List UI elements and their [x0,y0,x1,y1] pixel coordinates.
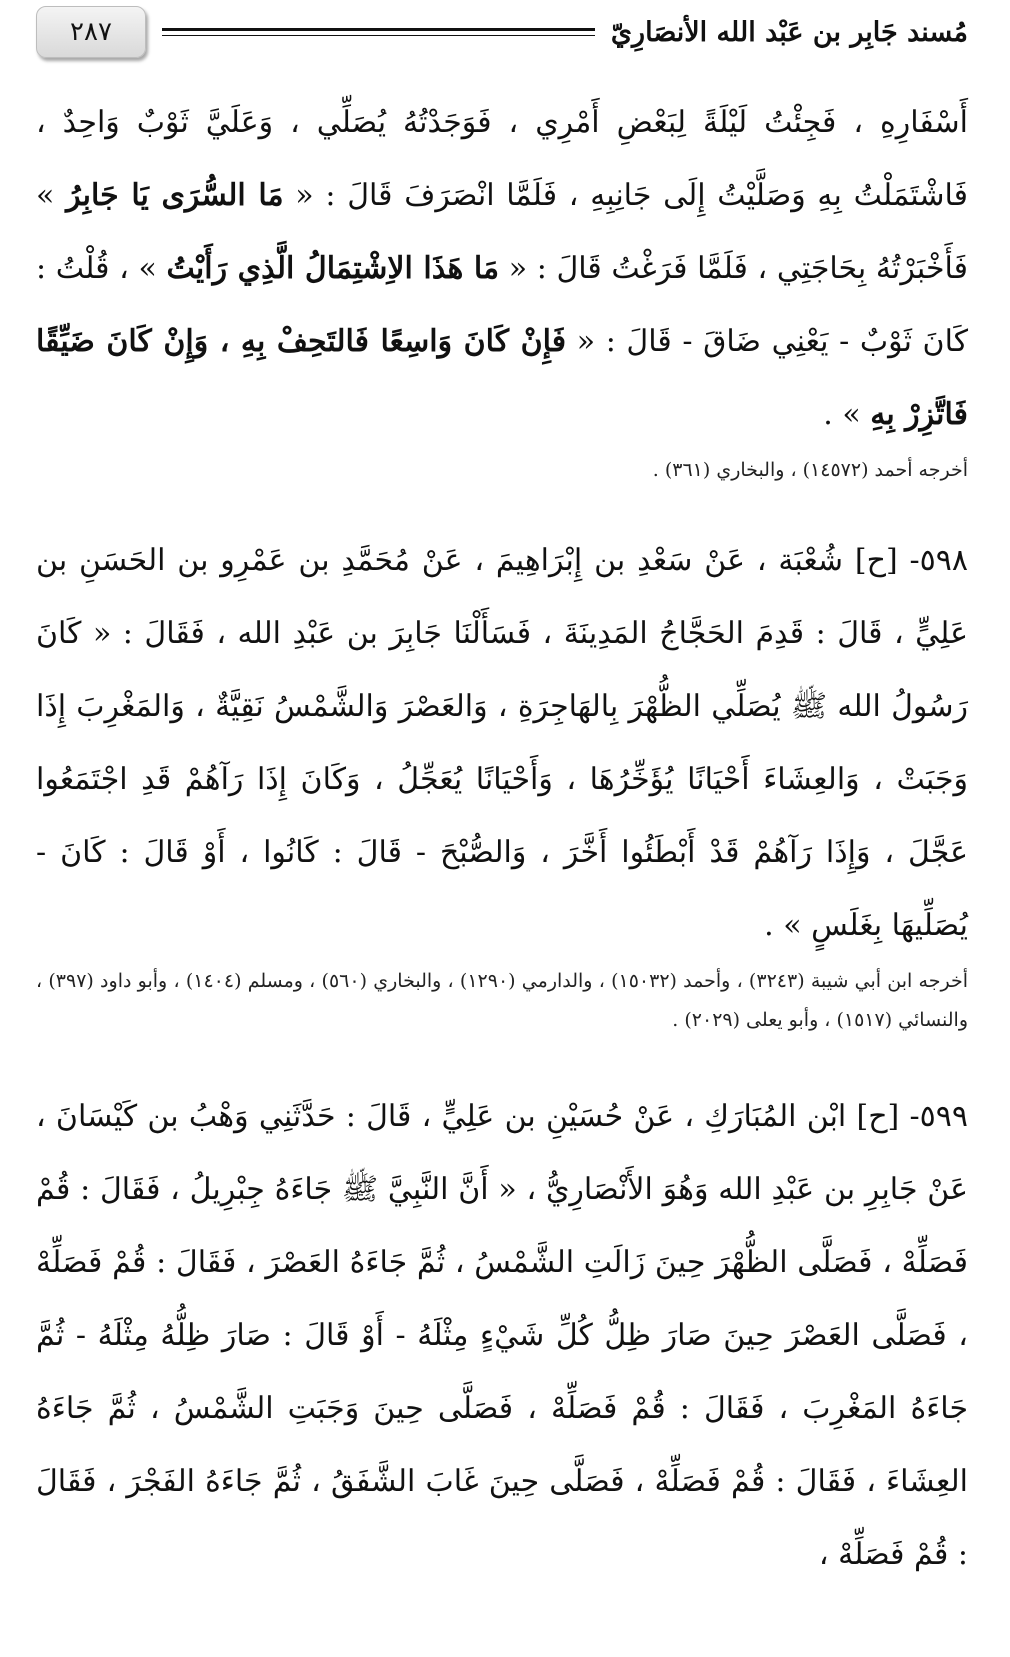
header-rule-thick [162,28,595,31]
page-body [36,86,968,1591]
page-header [36,4,968,60]
passage-text-3: » ، قُلْتُ : كَانَ ثَوْبٌ - يَعْنِي ضَاقَ - قَالَ : « [36,251,968,359]
spacer [36,1040,968,1080]
passage-text-4: » . [823,397,871,432]
hadith-number-598: ٥٩٨- [897,543,968,578]
header-rule-thin [162,35,595,36]
hadith-598-text: [ح] شُعْبَة ، عَنْ سَعْدِ بن إِبْرَاهِيمَ ، عَنْ مُحَمَّدِ بن عَمْرِو بن الحَسَنِ بن عَلِيٍّ ، قَالَ : قَدِمَ الحَجَّاجُ المَدِينَةَ ، فَسَأَلْنَا جَابِرَ بن عَبْدِ الله ، فَقَالَ : « كَانَ رَسُولُ الله ﷺ يُصَلِّي الظُّهْرَ بِالهَاجِرَةِ ، وَالعَصْرَ وَالشَّمْسُ نَقِيَّةٌ ، وَالمَغْرِبَ إِذَا وَجَبَتْ ، وَالعِشَاءَ أَحْيَانًا يُؤَخِّرُهَا ، وَأَحْيَانًا يُعَجِّلُ ، وَكَانَ إِذَا رَآهُمْ قَدِ اجْتَمَعُوا عَجَّلَ ، وَإِذَا رَآهُمْ قَدْ أَبْطَئُوا أَخَّرَ ، وَالصُّبْحَ - قَالَ : كَانُوا ، أَوْ قَالَ : كَانَ - يُصَلِّيهَا بِغَلَسٍ » . [36,543,968,943]
passage-continuation [36,86,968,451]
takhrij-note-1: أخرجه أحمد (١٤٥٧٢) ، والبخاري (٣٦١) . [652,459,968,481]
header-rule [162,28,595,36]
hadith-599 [36,1080,968,1591]
takhrij-note-598: أخرجه ابن أبي شيبة (٣٢٤٣) ، وأحمد (١٥٠٣٢) ، والدارمي (١٢٩٠) ، والبخاري (٥٦٠) ، ومسلم (١٤٠٤) ، وأبو داود (٣٩٧) ، والنسائي (١٥١٧) ، وأبو يعلى (٢٠٢٩) . [36,970,968,1031]
prophet-quote-2: مَا هَذَا الاِشْتِمَالُ الَّذِي رَأَيْتُ [166,251,500,286]
page-number-box [36,6,146,58]
page-number: ٢٨٧ [70,17,112,47]
hadith-598 [36,524,968,962]
passage-text-2: » فَأَخْبَرْتُهُ بِحَاجَتِي ، فَلَمَّا فَرَغْتُ قَالَ : « [36,178,968,286]
spacer [36,490,968,524]
prophet-quote-3: فَإِنْ كَانَ وَاسِعًا فَالتَحِفْ بِهِ ، وَإِنْ كَانَ ضَيِّقًا فَاتَّزِرْ بِهِ [36,324,968,432]
hadith-number-599: ٥٩٩- [899,1099,968,1134]
passage-text-1: أَسْفَارِهِ ، فَجِئْتُ لَيْلَةً لِبَعْضِ أَمْرِي ، فَوَجَدْتُهُ يُصَلِّي ، وَعَلَيَّ ثَوْبٌ وَاحِدٌ ، فَاشْتَمَلْتُ بِهِ وَصَلَّيْتُ إِلَى جَانِبِهِ ، فَلَمَّا انْصَرَفَ قَالَ : « [36,105,968,213]
hadith-599-text: [ح] ابْن المُبَارَكِ ، عَنْ حُسَيْنِ بن عَلِيٍّ ، قَالَ : حَدَّثَنِي وَهْبُ بن كَيْسَانَ ، عَنْ جَابِرِ بن عَبْدِ الله وَهُوَ الأَنْصَارِيُّ ، « أَنَّ النَّبِيَّ ﷺ جَاءَهُ جِبْرِيلُ ، فَقَالَ : قُمْ فَصَلِّهْ ، فَصَلَّى الظُّهْرَ حِينَ زَالَتِ الشَّمْسُ ، ثُمَّ جَاءَهُ العَصْرَ ، فَقَالَ : قُمْ فَصَلِّهْ ، فَصَلَّى العَصْرَ حِينَ صَارَ ظِلُّ كُلِّ شَيْءٍ مِثْلَهُ - أَوْ قَالَ : صَارَ ظِلُّهُ مِثْلَهُ - ثُمَّ جَاءَهُ المَغْرِبَ ، فَقَالَ : قُمْ فَصَلِّهْ ، فَصَلَّى حِينَ وَجَبَتِ الشَّمْسُ ، ثُمَّ جَاءَهُ العِشَاءَ ، فَقَالَ : قُمْ فَصَلِّهْ ، فَصَلَّى حِينَ غَابَ الشَّفَقُ ، ثُمَّ جَاءَهُ الفَجْرَ ، فَقَالَ : قُمْ فَصَلِّهْ ، [36,1099,968,1572]
prophet-quote-1: مَا السُّرَى يَا جَابِرُ [66,178,284,213]
running-title: مُسند جَابِر بن عَبْد الله الأنصَارِيّ [610,16,968,48]
